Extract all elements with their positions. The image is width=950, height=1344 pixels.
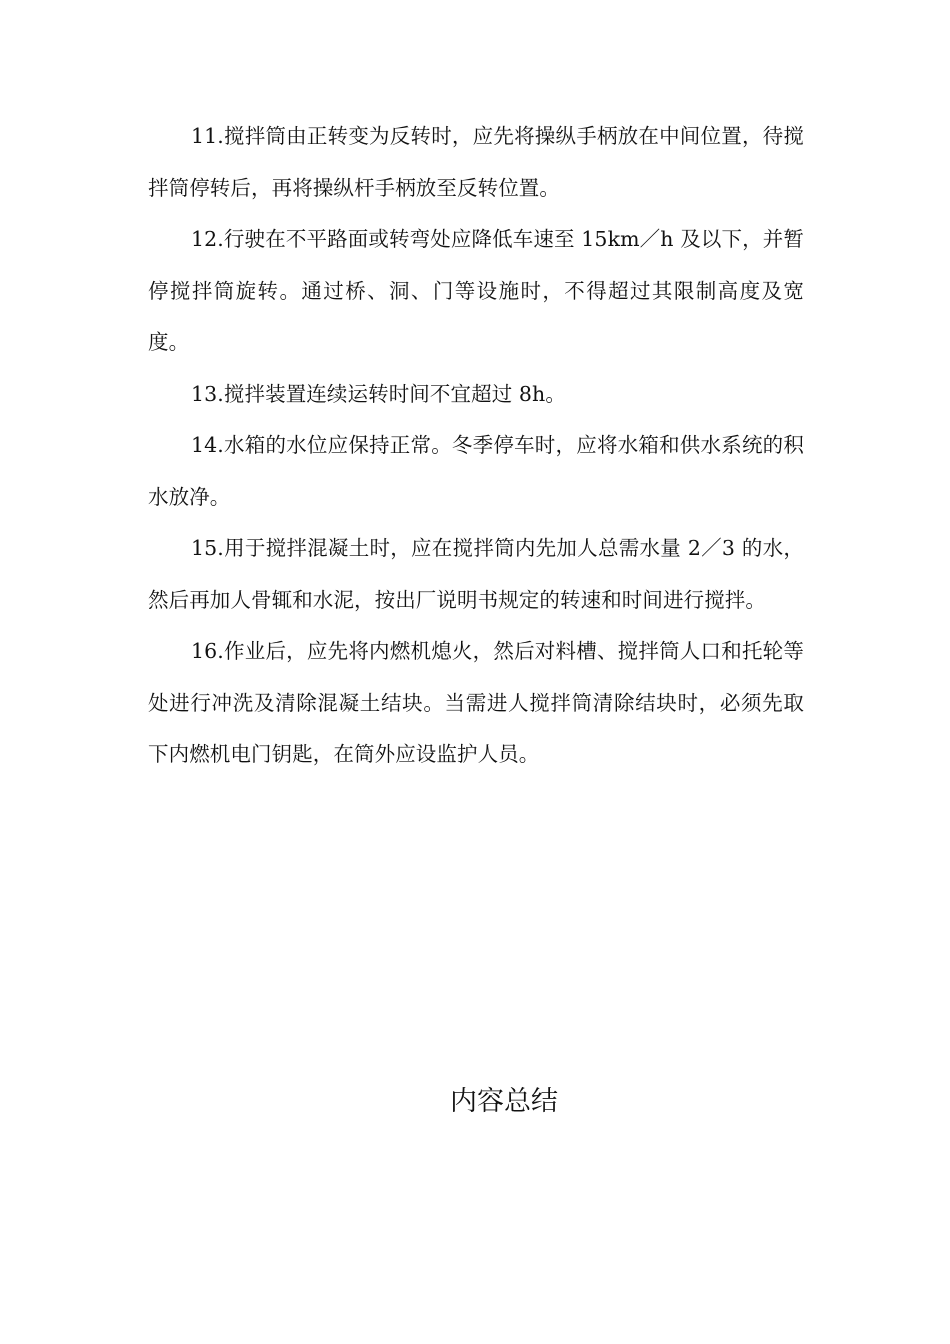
paragraph-11: 11.搅拌筒由正转变为反转时，应先将操纵手柄放在中间位置，待搅拌筒停转后，再将操纵杆手柄放至反转位置。 (148, 124, 804, 200)
paragraph-13: 13.搅拌装置连续运转时间不宜超过 8h。 (191, 381, 566, 406)
paragraph-16: 16.作业后，应先将内燃机熄火，然后对料槽、搅拌筒人口和托轮等处进行冲洗及清除混凝土结块。当需进人搅拌筒清除结块时，必须先取下内燃机电门钥匙，在筒外应设监护人员。 (148, 639, 804, 766)
paragraph-14: 14.水箱的水位应保持正常。冬季停车时，应将水箱和供水系统的积水放净。 (148, 433, 804, 509)
paragraph-15: 15.用于搅拌混凝土时，应在搅拌筒内先加人总需水量 2／3 的水，然后再加人骨辄和水泥，按出厂说明书规定的转速和时间进行搅拌。 (148, 536, 804, 612)
paragraph-12: 12.行驶在不平路面或转弯处应降低车速至 15km／h 及以下，并暂停搅拌筒旋转。通过桥、洞、门等设施时，不得超过其限制高度及宽度。 (148, 227, 804, 354)
summary-heading: 内容总结 (450, 1086, 558, 1117)
document-body (148, 111, 804, 781)
